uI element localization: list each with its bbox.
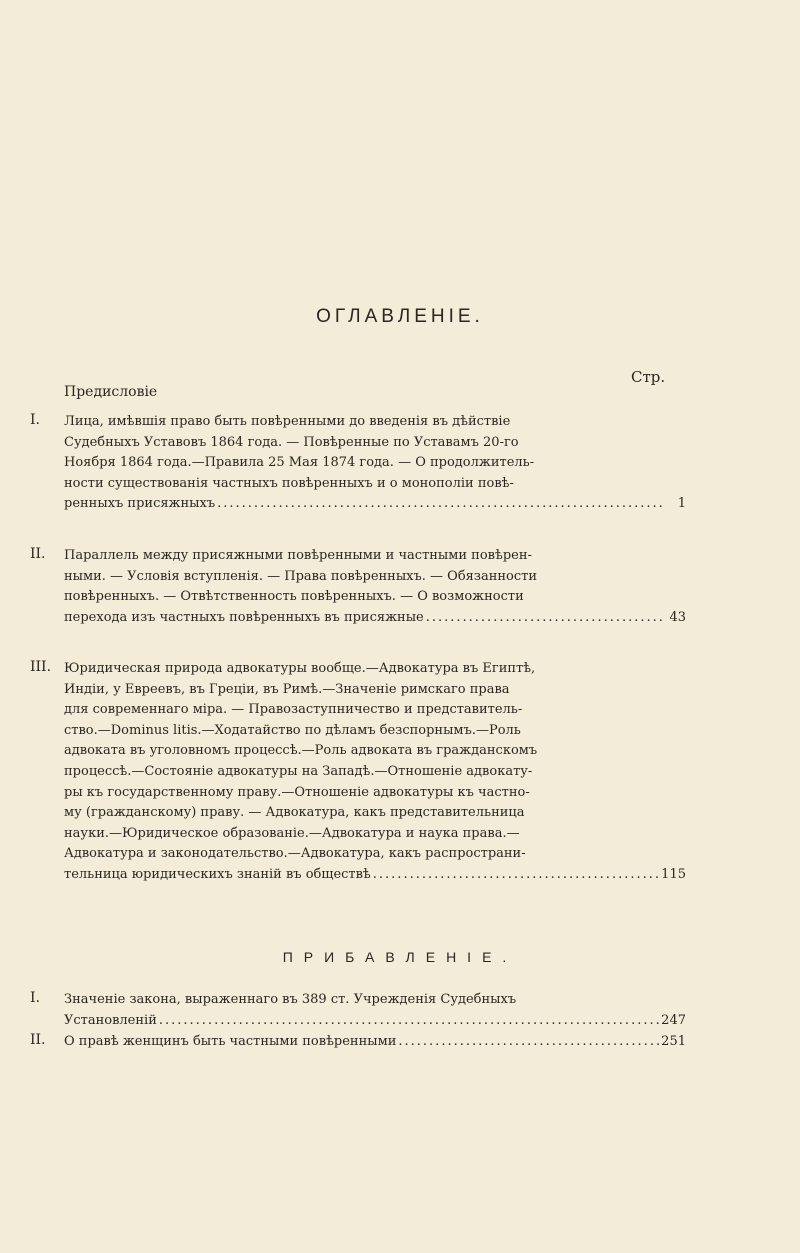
page-number: 1 [677,496,686,512]
chapter-number: II. [30,546,46,562]
summary-line: Индіи, у Евреевъ, въ Греціи, въ Римѣ.—Значеніе римскаго права [64,681,510,697]
summary-line: тельница юридическихъ знаній въ обществѣ [64,866,371,882]
summary-line: Параллель между присяжными повѣренными и частными повѣрен- [64,548,532,563]
summary-line: Юридическая природа адвокатуры вообще.—Адвокатура въ Египтѣ, [64,661,536,676]
page-number: 115 [661,866,686,882]
summary-line: для современнаго міра. — Правозаступничество и представитель- [64,702,523,718]
leader-dots [426,608,664,629]
leader-dots [159,1011,659,1032]
summary-line: Адвокатура и законодательство.—Адвокатура, какъ распространи- [64,846,526,862]
summary-line: ности существованія частныхъ повѣренныхъ и о монополіи повѣ- [64,475,514,491]
appendix-number: II. [30,1032,46,1048]
summary-line: ными. — Условія вступленія. — Права повѣренныхъ. — Обязанности [64,568,538,584]
appendix-number: I. [30,990,40,1006]
summary-line: ство.—Dominus litis.—Ходатайство по дѣламъ безспорнымъ.—Роль [64,722,521,738]
summary-line: повѣренныхъ. — Отвѣтственность повѣренныхъ. — О возможности [64,589,524,605]
leader-dots [398,1032,659,1053]
chapter-number: I. [30,412,40,428]
summary-line: ры къ государственному праву.—Отношеніе адвокатуры къ частно- [64,784,530,800]
page-number: 247 [661,1012,686,1028]
leader-dots [373,865,659,886]
appendix-summary [64,990,686,1031]
appendix-title: ПРИБАВЛЕНІЕ. [282,949,518,965]
page-number: 43 [669,609,686,625]
summary-line: процессѣ.—Состояніе адвокатуры на Западѣ.—Отношеніе адвокату- [64,763,533,779]
summary-line: перехода изъ частныхъ повѣренныхъ въ присяжные [64,609,424,625]
summary-line: науки.—Юридическое образованіе.—Адвокатура и наука права.— [64,825,520,841]
summary-line: Ноября 1864 года.—Правила 25 Мая 1874 года. — О продолжитель- [64,455,535,471]
summary-line: О правѣ женщинъ быть частными повѣренными [64,1034,397,1049]
summary-line: му (гражданскому) праву. — Адвокатура, какъ представительница [64,805,525,821]
toc-entry-preface: Предисловіе [64,384,158,400]
summary-line: Лица, имѣвшія право быть повѣренными до введенія въ дѣйствіе [64,414,511,429]
leader-dots [217,494,664,515]
summary-line: Установленій [64,1012,157,1028]
summary-line: адвоката въ уголовномъ процессѣ.—Роль адвоката въ гражданскомъ [64,743,538,759]
chapter-summary [64,546,686,628]
chapter-summary [64,659,686,886]
chapter-summary [64,412,686,515]
page-number: 251 [661,1034,686,1049]
summary-line: Судебныхъ Уставовъ 1864 года. — Повѣренные по Уставамъ 20-го [64,434,519,450]
summary-line: ренныхъ присяжныхъ [64,496,216,512]
summary-line: Значеніе закона, выраженнаго въ 389 ст. Учрежденія Судебныхъ [64,992,517,1007]
page-column-label: Стр. [631,368,666,386]
appendix-summary [64,1032,686,1053]
page-title: ОГЛАВЛЕНІЕ. [316,306,484,327]
chapter-number: III. [30,659,52,675]
